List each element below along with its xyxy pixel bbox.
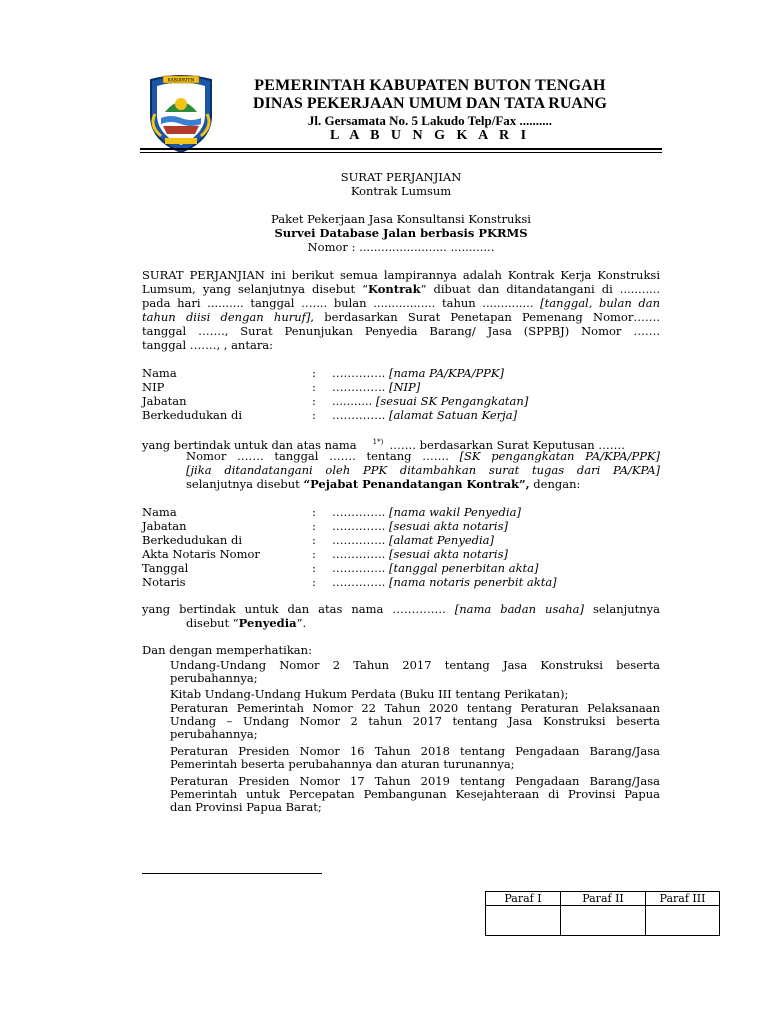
party1-value: ………….. [NIP] [332,380,421,394]
header-department: DINAS PEKERJAAN UMUM DAN TATA RUANG [253,95,607,112]
party2-value: ………….. [alamat Penyedia] [332,533,495,547]
party2-value: ………….. [sesuai akta notaris] [332,519,508,533]
considering-item-5-line-2: Pemerintah untuk Percepatan Pembangunan Kesejahteraan di Provinsi Papua [170,787,660,801]
colon: : [312,533,316,547]
party1-label: Nama [142,366,177,380]
party1-act-line-1: yang bertindak untuk dan atas nama $^{1*)}$ ……. berdasarkan Surat Keputusan ……. [142,437,625,452]
paraf-signature-cell [646,906,720,936]
paraf-signature-cell [486,906,561,936]
contract-number: Nomor : ........................ ............ [307,240,495,254]
considering-item-4-line-2: Pemerintah beserta perubahannya dan aturan turunannya; [170,757,515,771]
party1-value: ………….. [nama PA/KPA/PPK] [332,366,505,380]
intro-line-5: tanggal ……., Surat Penunjukan Penyedia Barang/ Jasa (SPPBJ) Nomor ……. [142,324,660,338]
considering-item-5-line-1: Peraturan Presiden Nomor 17 Tahun 2019 tentang Pengadaan Barang/Jasa [170,774,660,788]
paraf-header: Paraf III [646,892,720,906]
intro-line-2: Lumsum, yang selanjutnya disebut “Kontrak” dibuat dan ditandatangani di ........... [142,282,660,296]
colon: : [312,394,316,408]
intro-line-1: SURAT PERJANJIAN ini berikut semua lampirannya adalah Kontrak Kerja Konstruksi [142,268,660,282]
doc-subtitle: Kontrak Lumsum [350,184,452,198]
project-name: Survei Database Jalan berbasis PKRMS [274,226,528,240]
package-name: Paket Pekerjaan Jasa Konsultansi Konstruksi [271,212,531,226]
party1-act-line-4: selanjutnya disebut “Pejabat Penandatangan Kontrak”, dengan: [186,477,581,491]
intro-line-3: pada hari .......... tanggal ….... bulan ................. tahun .............. [tanggal, bulan dan [142,296,660,310]
party2-label: Berkedudukan di [142,533,242,547]
party1-label: Jabatan [142,394,187,408]
colon: : [312,408,316,422]
colon: : [312,519,316,533]
considering-item-2-line-1: Kitab Undang-Undang Hukum Perdata (Buku III tentang Perikatan); [170,687,569,701]
header-divider-thick [140,148,662,150]
party2-value: ………….. [nama notaris penerbit akta] [332,575,557,589]
colon: : [312,561,316,575]
party2-value: ………….. [sesuai akta notaris] [332,547,508,561]
party2-label: Jabatan [142,519,187,533]
considering-item-3-line-2: Undang – Undang Nomor 2 tahun 2017 tentang Jasa Konstruksi beserta [170,714,660,728]
party2-value: ………….. [nama wakil Penyedia] [332,505,521,519]
paraf-header: Paraf II [561,892,646,906]
party2-label: Tanggal [142,561,189,575]
colon: : [312,380,316,394]
header-address: Jl. Gersamata No. 5 Lakudo Telp/Fax .......... [307,113,553,128]
colon: : [312,505,316,519]
colon: : [312,575,316,589]
intro-line-6: tanggal ……., , antara: [142,338,274,352]
colon: : [312,547,316,561]
considering-item-3-line-3: perubahannya; [170,727,258,741]
paraf-header: Paraf I [486,892,561,906]
party2-label: Nama [142,505,177,519]
colon: : [312,366,316,380]
considering-item-1-line-2: perubahannya; [170,671,258,685]
regency-emblem-logo [145,70,217,154]
header-divider-thin [140,152,662,153]
party2-label: Notaris [142,575,186,589]
considering-item-1-line-1: Undang-Undang Nomor 2 Tahun 2017 tentang Jasa Konstruksi beserta [170,658,660,672]
header-city: L A B U N G K A R I [329,128,531,143]
party2-act-line-1: yang bertindak untuk dan atas nama ………….. [nama badan usaha] selanjutnya [142,602,660,616]
footnote-separator [142,873,322,874]
paraf-header-row [486,892,720,906]
party2-label: Akta Notaris Nomor [142,547,260,561]
doc-title: SURAT PERJANJIAN [340,170,462,184]
considering-item-3-line-1: Peraturan Pemerintah Nomor 22 Tahun 2020 tentang Peraturan Pelaksanaan [170,701,660,715]
paraf-signature-row [486,906,720,936]
party1-act-line-3: [jika ditandatangani oleh PPK ditambahkan surat tugas dari PA/KPA] [186,463,660,477]
svg-text:KABUPATEN: KABUPATEN [167,78,195,84]
party1-value: ........... [sesuai SK Pengangkatan] [332,394,529,408]
party1-label: Berkedudukan di [142,408,242,422]
paraf-table [485,891,720,936]
party1-act-line-2: Nomor ……. tanggal ……. tentang ……. [SK pengangkatan PA/KPA/PPK] [186,449,661,463]
considering-item-5-line-3: dan Provinsi Papua Barat; [170,800,322,814]
party1-label: NIP [142,380,165,394]
considering-item-4-line-1: Peraturan Presiden Nomor 16 Tahun 2018 tentang Pengadaan Barang/Jasa [170,744,660,758]
considering-heading: Dan dengan memperhatikan: [142,643,312,657]
paraf-signature-cell [561,906,646,936]
header-government: PEMERINTAH KABUPATEN BUTON TENGAH [254,77,606,94]
party1-value: ………….. [alamat Satuan Kerja] [332,408,518,422]
party2-act-line-2: disebut “Penyedia”. [186,616,307,630]
intro-line-4: tahun diisi dengan huruf], berdasarkan Surat Penetapan Pemenang Nomor……. [142,310,661,324]
party2-value: ………….. [tanggal penerbitan akta] [332,561,539,575]
